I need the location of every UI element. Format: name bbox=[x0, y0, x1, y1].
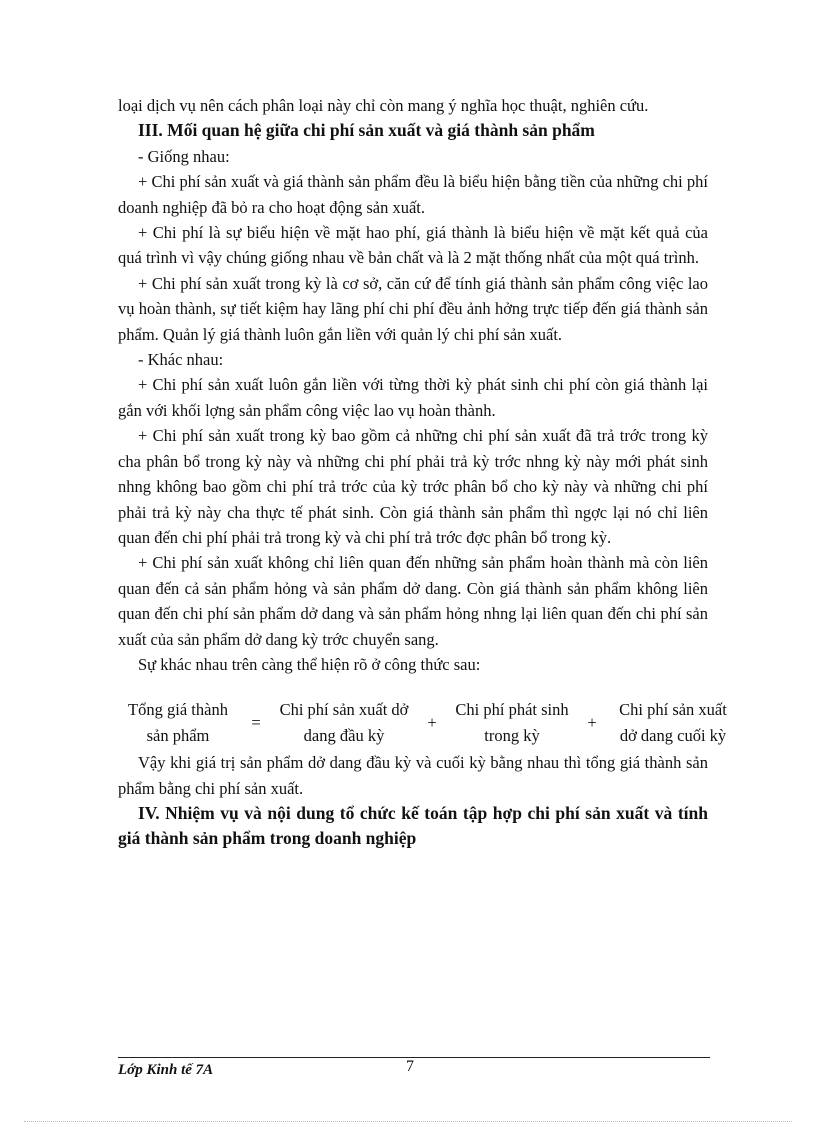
paragraph-difference-3: + Chi phí sản xuất không chỉ liên quan đến những sản phẩm hoàn thành mà còn liên quan đến cả sản phẩm hỏng và sản phẩm dở dang. Còn giá thành sản phẩm không liên quan đến chi phí sản phẩm dở dang và sản phẩm hỏng nhng lại liên quan đến chi phí sản xuất của sản phẩm dở dang kỳ trớc chuyển sang. bbox=[118, 553, 708, 649]
paragraph-intro: loại dịch vụ nên cách phân loại này chỉ còn mang ý nghĩa học thuật, nghiên cứu. bbox=[118, 96, 649, 115]
formula-period-cost: Chi phí phát sinh trong kỳ bbox=[455, 700, 569, 745]
paragraph-similarity-3: + Chi phí sản xuất trong kỳ là cơ sở, căn cứ để tính giá thành sản phẩm công việc lao vụ hoàn thành, sự tiết kiệm hay lãng phí chi phí đều ảnh hởng trực tiếp đến giá thành sản phẩm. Quản lý giá thành luôn gắn liền với quản lý chi phí sản xuất. bbox=[118, 273, 708, 344]
formula-opening-wip: Chi phí sản xuất dở dang đầu kỳ bbox=[279, 700, 409, 745]
formula-total-cost: Tổng giá thành sản phẩm bbox=[128, 700, 228, 745]
formula-plus-sign: + bbox=[587, 713, 597, 733]
formula-closing-wip: Chi phí sản xuất dở dang cuối kỳ bbox=[619, 700, 727, 745]
footer-class-label: Lớp Kinh tế 7A bbox=[118, 1062, 214, 1078]
footer-divider bbox=[118, 1057, 710, 1058]
paragraph-conclusion: Vậy khi giá trị sản phẩm dở dang đầu kỳ và cuối kỳ bằng nhau thì tổng giá thành sản phẩm bằng chi phí sản xuất. bbox=[118, 753, 708, 798]
cost-formula bbox=[118, 697, 727, 748]
subheading-similarities: - Giống nhau: bbox=[138, 146, 230, 166]
page-content bbox=[118, 93, 727, 852]
paragraph-difference-2: + Chi phí sản xuất trong kỳ bao gồm cả những chi phí sản xuất đã trả trớc trong kỳ cha phân bổ trong kỳ này và những chi phí phải trả kỳ trớc nhng kỳ này mới phát sinh nhng không bao gồm chi phí trả trớc của kỳ trớc phân bổ cho kỳ này và những chi phí phải trả kỳ này cha thực tế phát sinh. Còn giá thành sản phẩm thì ngợc lại nó chỉ liên quan đến chi phí phải trả trong kỳ và chi phí trả trớc đợc phân bổ trong kỳ. bbox=[118, 426, 708, 547]
formula-equals-sign: = bbox=[251, 713, 261, 733]
section-heading-iv: IV. Nhiệm vụ và nội dung tổ chức kế toán tập hợp chi phí sản xuất và tính giá thành sản phẩm trong doanh nghiệp bbox=[118, 802, 708, 849]
subheading-differences: - Khác nhau: bbox=[138, 350, 224, 370]
paragraph-difference-1: + Chi phí sản xuất luôn gắn liền với từng thời kỳ phát sinh chi phí còn giá thành lại gắn với khối lợng sản phẩm công việc lao vụ hoàn thành. bbox=[118, 375, 708, 420]
formula-plus-sign: + bbox=[427, 713, 437, 733]
paragraph-similarity-1: + Chi phí sản xuất và giá thành sản phẩm đều là biểu hiện bằng tiền của những chi phí doanh nghiệp đã bỏ ra cho hoạt động sản xuất. bbox=[118, 172, 708, 217]
paragraph-similarity-2: + Chi phí là sự biểu hiện về mặt hao phí, giá thành là biểu hiện về mặt kết quả của quá trình vì vậy chúng giống nhau về bản chất và là 2 mặt thống nhất của một quá trình. bbox=[118, 223, 708, 268]
section-heading-iii: III. Mối quan hệ giữa chi phí sản xuất và giá thành sản phẩm bbox=[138, 120, 595, 141]
page-bottom-rule bbox=[24, 1121, 792, 1122]
paragraph-formula-intro: Sự khác nhau trên càng thể hiện rõ ở công thức sau: bbox=[138, 654, 481, 674]
page-number: 7 bbox=[406, 1058, 414, 1075]
